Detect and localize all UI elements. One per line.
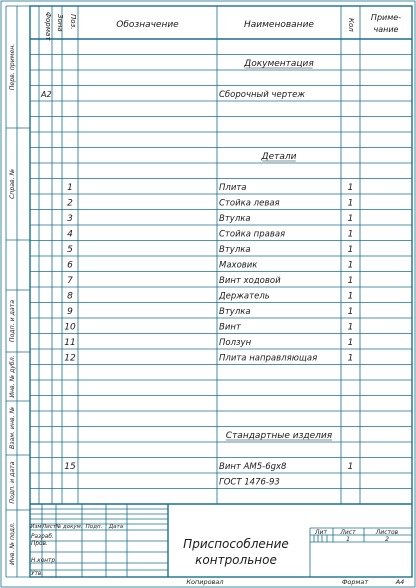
header-zone: Зона: [56, 14, 64, 32]
label-checked: Пров.: [31, 541, 48, 547]
cell-section-heading: Документация: [244, 59, 314, 69]
cell-name: Ползун: [219, 338, 252, 348]
cell-qty: 1: [347, 183, 354, 193]
header-note-2: чание: [373, 25, 399, 34]
label-sheets: Листов: [375, 529, 399, 536]
header-pos: Поз.: [69, 14, 77, 30]
header-note-1: Приме-: [370, 13, 402, 22]
cell-pos: 12: [64, 353, 76, 364]
header-format: Формат: [44, 12, 52, 41]
label-lit: Лит: [315, 529, 327, 536]
cell-qty: 1: [347, 214, 354, 224]
label-approved: Утв.: [31, 571, 44, 577]
cell-name: ГОСТ 1476-93: [219, 477, 280, 488]
stamp-label: Справ. №: [9, 168, 16, 200]
cell-name: Втулка: [219, 245, 251, 255]
cell-format: А2: [41, 90, 52, 99]
spec-table: [30, 6, 412, 504]
footer-copied: Копировал: [186, 578, 224, 586]
cell-pos: 4: [67, 229, 73, 240]
cell-pos: 10: [64, 322, 76, 333]
cell-qty: 1: [347, 338, 354, 348]
label-date: Дата: [108, 524, 124, 530]
cell-pos: 6: [67, 260, 73, 271]
cell-name: Плита: [219, 183, 247, 193]
cell-name: Втулка: [219, 214, 251, 224]
stamp-label: Подп. и дата: [9, 299, 16, 343]
cell-qty: 1: [347, 260, 354, 271]
cell-qty: 1: [347, 291, 354, 302]
cell-pos: 8: [67, 291, 73, 302]
doc-title-line-2: контрольное: [195, 553, 277, 567]
footer-format-value: А4: [395, 578, 405, 586]
cell-name: Маховик: [219, 260, 258, 271]
cell-name: Сборочный чертеж: [219, 90, 305, 100]
value-sheet-no: 1: [346, 536, 350, 543]
label-doc-no: № докум.: [55, 524, 83, 530]
cell-name: Винт ходовой: [219, 276, 281, 286]
cell-section-heading: Детали: [261, 152, 297, 162]
cell-name: Винт: [219, 322, 241, 333]
stamp-label: Инв. № дубл.: [9, 355, 16, 398]
cell-qty: 1: [347, 462, 354, 472]
cell-name: Плита направляющая: [219, 353, 318, 364]
cell-qty: 1: [347, 198, 354, 209]
sheet-footer: [186, 578, 404, 586]
cell-pos: 3: [67, 214, 73, 224]
header-designation: Обозначение: [116, 20, 179, 30]
stamp-label: Инв. № подл.: [9, 522, 16, 565]
cell-qty: 1: [347, 322, 354, 333]
label-sheet: Лист: [340, 529, 356, 536]
cell-name: Держатель: [219, 291, 270, 302]
cell-section-heading: Стандартные изделия: [225, 431, 333, 441]
footer-format-label: Формат: [341, 578, 369, 586]
cell-pos: 1: [67, 183, 73, 193]
value-sheets-count: 2: [385, 536, 389, 543]
cell-pos: 5: [67, 245, 73, 255]
cell-pos: 7: [67, 276, 73, 286]
cell-name: Винт АМ5-6gх8: [219, 462, 287, 472]
label-izm: Изм: [30, 524, 42, 530]
cell-name: Стойка правая: [219, 229, 286, 240]
cell-name: Стойка левая: [219, 198, 280, 209]
stamp-label: Взам. инв. №: [9, 406, 16, 450]
cell-qty: 1: [347, 353, 354, 364]
side-stamp: [6, 6, 30, 577]
cell-pos: 15: [64, 462, 76, 472]
stamp-label: Подп. и дата: [9, 461, 16, 504]
label-list: Лист: [42, 524, 56, 530]
title-block: [30, 504, 412, 577]
cell-pos: 9: [67, 307, 73, 317]
label-sign: Подп.: [85, 524, 103, 530]
cell-qty: 1: [347, 276, 354, 286]
cell-name: Втулка: [219, 307, 251, 317]
cell-pos: 11: [64, 338, 76, 348]
cell-qty: 1: [347, 245, 354, 255]
cell-pos: 2: [67, 198, 73, 209]
label-developed: Разраб.: [31, 534, 54, 540]
header-name: Наименование: [244, 20, 314, 30]
cell-qty: 1: [347, 307, 354, 317]
cell-qty: 1: [347, 229, 354, 240]
doc-title-line-1: Приспособление: [183, 537, 289, 551]
stamp-label: Перв. примен.: [9, 43, 16, 91]
label-n-control: Н.контр.: [31, 558, 57, 564]
header-qty: Кол: [347, 18, 355, 32]
